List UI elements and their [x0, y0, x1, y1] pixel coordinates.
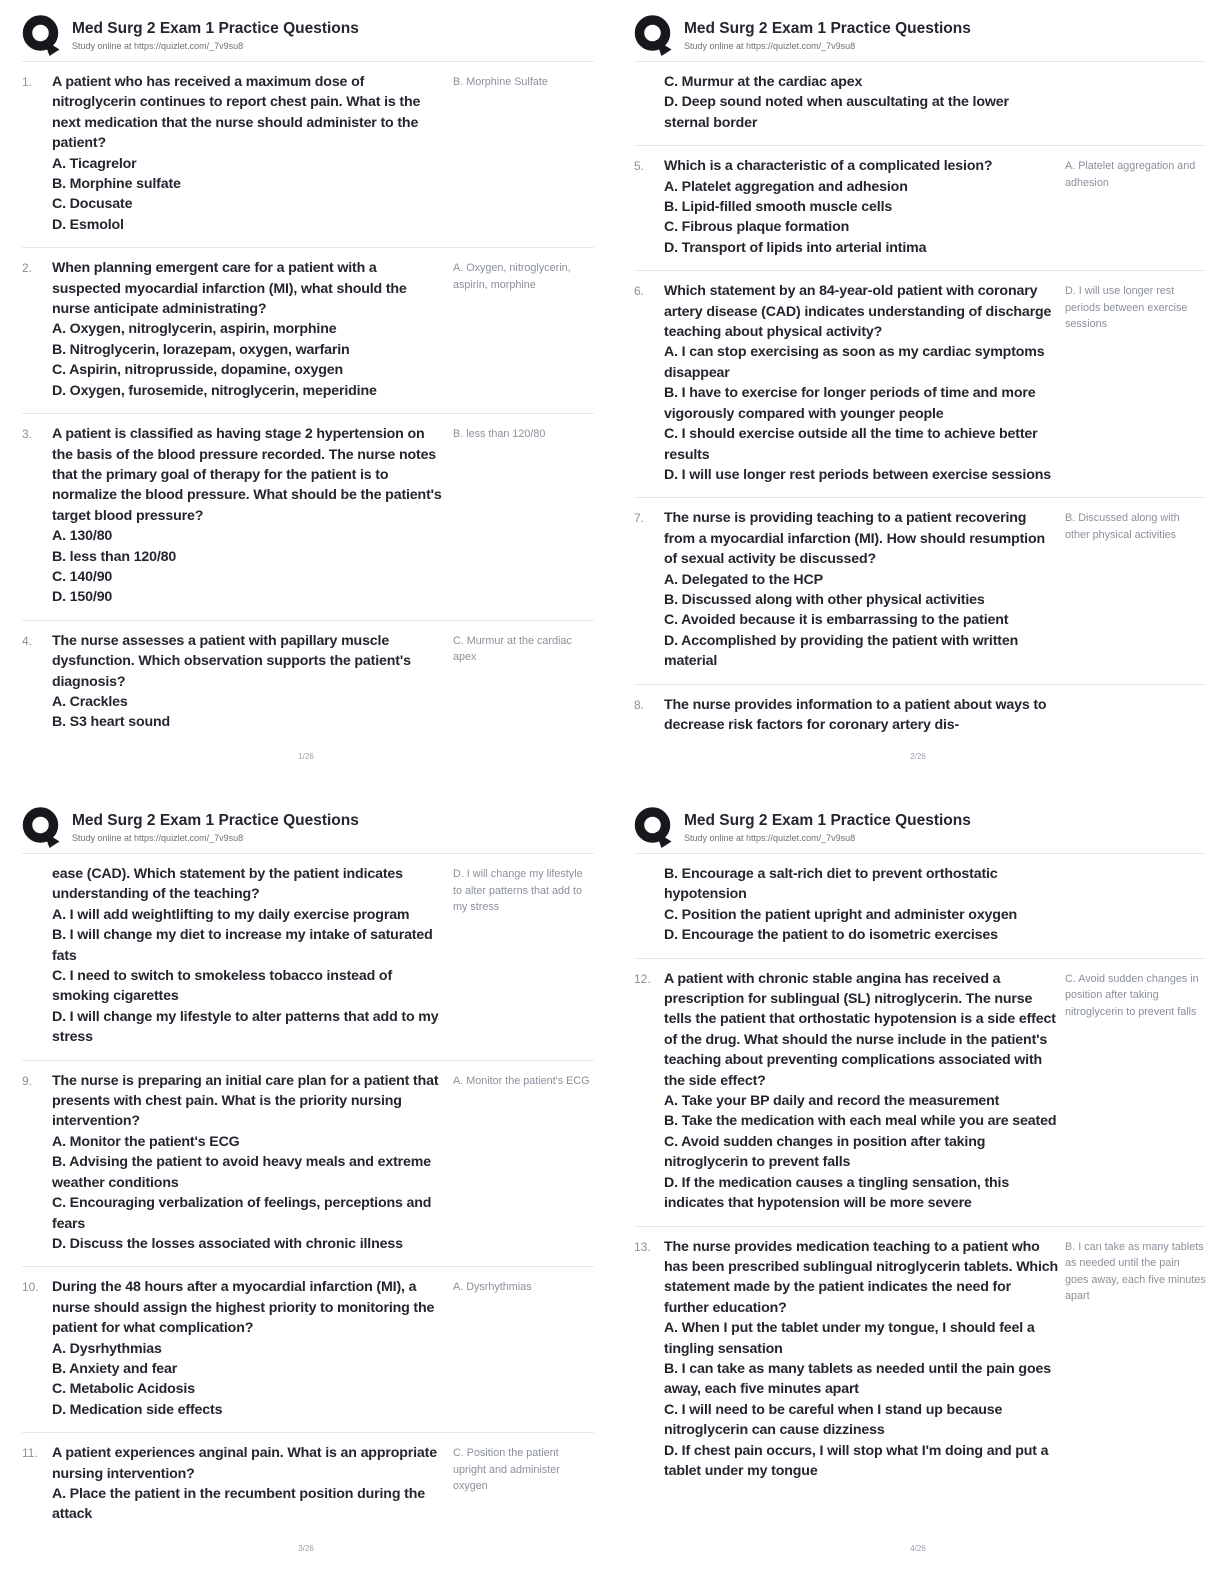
- question-block: [22, 413, 594, 620]
- quizlet-q-logo-icon: [634, 15, 675, 56]
- question-block: [22, 620, 594, 745]
- question-block: [634, 854, 1206, 958]
- margin-answer: A. Dysrhythmias: [453, 1281, 532, 1294]
- header-text: [72, 15, 359, 52]
- answer-option-text: A. I can stop exercising as soon as my cardiac symptoms disappear: [664, 344, 1045, 381]
- answer-option-text: C. Position the patient upright and administer oxygen: [664, 906, 1018, 923]
- answer-option-text: A. Monitor the patient's ECG: [52, 1133, 240, 1150]
- question-number: [22, 864, 52, 1048]
- quizlet-q-logo-icon: [634, 807, 675, 848]
- question-text: The nurse assesses a patient with papillary muscle dysfunction. Which observation supports the patient's diagnosis?: [52, 632, 411, 690]
- margin-answer: [1058, 864, 1206, 946]
- answer-option-text: D. Medication side effects: [52, 1401, 223, 1418]
- answer-option-text: A. Oxygen, nitroglycerin, aspirin, morphine: [52, 321, 337, 338]
- page-number: 3/26: [298, 1544, 314, 1553]
- margin-answer: B. less than 120/80: [453, 428, 546, 441]
- margin-answer: B. I can take as many tablets as needed until the pain goes away, each five minutes apart: [1065, 1240, 1206, 1302]
- page-number: 4/26: [910, 1544, 926, 1553]
- page: [0, 0, 612, 792]
- header-text: [72, 807, 359, 844]
- answer-option-text: A. Dysrhythmias: [52, 1340, 162, 1357]
- question-text: During the 48 hours after a myocardial infarction (MI), a nurse should assign the highest priority to monitoring the patient for what complication?: [52, 1279, 435, 1337]
- margin-answer: A. Oxygen, nitroglycerin, aspirin, morphine: [453, 262, 571, 291]
- answer-option-text: B. Nitroglycerin, lorazepam, oxygen, warfarin: [52, 341, 350, 358]
- answer-option-text: C. Murmur at the cardiac apex: [664, 74, 863, 90]
- answer-option-text: C. 140/90: [52, 568, 113, 585]
- question-number: 2.: [22, 261, 33, 276]
- answer-option-text: C. Aspirin, nitroprusside, dopamine, oxygen: [52, 362, 344, 379]
- question-block: [22, 62, 594, 247]
- question-list: [634, 854, 1206, 1493]
- question-body: [664, 1237, 1058, 1482]
- answer-option-text: A. Take your BP daily and record the measurement: [664, 1093, 1000, 1110]
- answer-option-text: A. Delegated to the HCP: [664, 571, 823, 588]
- answer-option-text: B. Advising the patient to avoid heavy meals and extreme weather conditions: [52, 1154, 431, 1191]
- answer-option-text: C. Docusate: [52, 196, 133, 213]
- page: [0, 792, 612, 1584]
- question-list: [22, 62, 594, 745]
- question-number: 7.: [634, 511, 645, 526]
- question-block: [634, 62, 1206, 145]
- answer-option-text: D. If chest pain occurs, I will stop what I'm doing and put a tablet under my tongue: [664, 1442, 1049, 1479]
- question-text: The nurse provides medication teaching to a patient who has been prescribed sublingual nitroglycerin tablets. Which statement made by the patient indicates the need for further education?: [664, 1238, 1058, 1316]
- question-number: 1.: [22, 75, 33, 89]
- question-body: [664, 72, 1058, 133]
- page-header: [22, 15, 594, 62]
- question-block: [22, 247, 594, 413]
- answer-option-text: A. Crackles: [52, 693, 128, 710]
- question-body: [52, 1071, 446, 1255]
- answer-option-text: A. When I put the tablet under my tongue, I should feel a tingling sensation: [664, 1320, 1035, 1357]
- question-block: [22, 1060, 594, 1267]
- question-number: 6.: [634, 284, 645, 299]
- question-text: Which statement by an 84-year-old patient with coronary artery disease (CAD) indicates understanding of discharge teaching about physical activity?: [664, 283, 1052, 341]
- quizlet-q-logo-icon: [22, 15, 63, 56]
- question-block: [634, 684, 1206, 748]
- answer-option-text: ease (CAD). Which statement by the patient indicates understanding of the teaching?: [52, 866, 403, 903]
- answer-option-text: A. Place the patient in the recumbent position during the attack: [52, 1485, 425, 1523]
- answer-option-text: D. Oxygen, furosemide, nitroglycerin, meperidine: [52, 382, 377, 399]
- answer-option-text: C. Metabolic Acidosis: [52, 1381, 195, 1398]
- page-title: Med Surg 2 Exam 1 Practice Questions: [684, 20, 971, 37]
- margin-answer: B. Discussed along with other physical activities: [1065, 512, 1180, 541]
- question-block: [22, 1266, 594, 1432]
- question-body: [52, 1277, 446, 1420]
- answer-option-text: C. I will need to be careful when I stand up because nitroglycerin can cause dizziness: [664, 1401, 1003, 1439]
- question-text: Which is a characteristic of a complicated lesion?: [664, 158, 993, 175]
- question-number: 9.: [22, 1073, 33, 1088]
- question-body: [664, 695, 1058, 736]
- answer-option-text: B. I will change my diet to increase my intake of saturated fats: [52, 927, 433, 964]
- study-online-link[interactable]: Study online at https://quizlet.com/_7v9su8: [72, 833, 244, 843]
- answer-option-text: D. I will change my lifestyle to alter patterns that add to my stress: [52, 1008, 439, 1046]
- question-block: [634, 958, 1206, 1226]
- answer-option-text: B. Anxiety and fear: [52, 1360, 178, 1377]
- answer-option-text: C. Avoid sudden changes in position after taking nitroglycerin to prevent falls: [664, 1133, 986, 1171]
- header-text: [684, 15, 971, 52]
- question-body: [52, 864, 446, 1048]
- answer-option-text: D. I will use longer rest periods between exercise sessions: [664, 466, 1051, 483]
- question-body: [52, 258, 446, 401]
- answer-option-text: B. Encourage a salt-rich diet to prevent orthostatic hypotension: [664, 866, 998, 903]
- question-body: [52, 72, 446, 235]
- answer-option-text: D. Esmolol: [52, 216, 124, 233]
- answer-option-text: C. Encouraging verbalization of feelings, perceptions and fears: [52, 1195, 432, 1232]
- question-list: [22, 854, 594, 1537]
- answer-option-text: D. If the medication causes a tingling sensation, this indicates that hypotension will be more severe: [664, 1174, 1010, 1212]
- question-body: [52, 1443, 446, 1525]
- margin-answer: [1058, 72, 1206, 133]
- question-body: [52, 631, 446, 733]
- question-block: [22, 854, 594, 1060]
- question-number: 12.: [634, 971, 651, 986]
- question-number: 8.: [634, 697, 645, 712]
- answer-option-text: B. Morphine sulfate: [52, 176, 181, 193]
- margin-answer: D. I will use longer rest periods between exercise sessions: [1065, 285, 1188, 331]
- page: [612, 0, 1224, 792]
- question-body: [664, 156, 1058, 258]
- page-title: Med Surg 2 Exam 1 Practice Questions: [684, 812, 971, 829]
- question-text: The nurse is providing teaching to a patient recovering from a myocardial infarction (MI). How should resumption of sexual activity be discussed?: [664, 510, 1046, 568]
- question-body: [664, 864, 1058, 946]
- question-number: 13.: [634, 1239, 651, 1254]
- page-header: [634, 15, 1206, 62]
- question-text: A patient is classified as having stage 2 hypertension on the basis of the blood pressure recorded. The nurse notes that the primary goal of therapy for the patient is to normalize the blood pressure. What should be the patient's target blood pressure?: [52, 426, 442, 524]
- margin-answer: C. Murmur at the cardiac apex: [453, 634, 572, 664]
- question-body: [664, 281, 1058, 485]
- page-header: [22, 807, 594, 854]
- margin-answer: A. Platelet aggregation and adhesion: [1065, 160, 1196, 189]
- margin-answer: D. I will change my lifestyle to alter patterns that add to my stress: [453, 868, 583, 913]
- question-block: [634, 1226, 1206, 1494]
- answer-option-text: D. Encourage the patient to do isometric exercises: [664, 927, 998, 944]
- answer-option-text: A. Ticagrelor: [52, 155, 137, 172]
- margin-answer: A. Monitor the patient's ECG: [453, 1074, 590, 1087]
- question-text: The nurse provides information to a patient about ways to decrease risk factors for coronary artery dis-: [664, 696, 1047, 733]
- answer-option-text: C. Fibrous plaque formation: [664, 219, 850, 236]
- page-number: 2/26: [910, 752, 926, 761]
- answer-option-text: C. I should exercise outside all the time to achieve better results: [664, 426, 1038, 463]
- margin-answer: [1058, 695, 1206, 736]
- question-number: [634, 864, 664, 946]
- question-number: 3.: [22, 427, 33, 442]
- answer-option-text: D. Deep sound noted when auscultating at the lower sternal border: [664, 94, 1009, 131]
- question-number: 5.: [634, 159, 645, 174]
- question-text: A patient experiences anginal pain. What is an appropriate nursing intervention?: [52, 1445, 437, 1482]
- page: [612, 792, 1224, 1584]
- page-title: Med Surg 2 Exam 1 Practice Questions: [72, 20, 359, 37]
- question-number: 4.: [22, 633, 33, 648]
- question-block: [634, 270, 1206, 497]
- study-online-link[interactable]: Study online at https://quizlet.com/_7v9su8: [684, 41, 856, 51]
- question-number: 10.: [22, 1280, 39, 1295]
- answer-option-text: D. Discuss the losses associated with chronic illness: [52, 1235, 403, 1252]
- answer-option-text: B. I can take as many tablets as needed until the pain goes away, each five minutes apart: [664, 1360, 1051, 1398]
- answer-option-text: A. Platelet aggregation and adhesion: [664, 178, 908, 195]
- quizlet-q-logo-icon: [22, 807, 63, 848]
- answer-option-text: A. 130/80: [52, 528, 113, 545]
- answer-option-text: C. I need to switch to smokeless tobacco instead of smoking cigarettes: [52, 968, 393, 1005]
- question-text: When planning emergent care for a patient with a suspected myocardial infarction (MI), what should the nurse anticipate administrating?: [52, 260, 407, 318]
- answer-option-text: B. less than 120/80: [52, 548, 177, 565]
- answer-option-text: B. Lipid-filled smooth muscle cells: [664, 199, 893, 216]
- question-block: [22, 1432, 594, 1537]
- study-online-link[interactable]: Study online at https://quizlet.com/_7v9su8: [72, 41, 244, 51]
- margin-answer: C. Avoid sudden changes in position after taking nitroglycerin to prevent falls: [1065, 972, 1199, 1018]
- question-number: 11.: [22, 1446, 38, 1461]
- margin-answer: C. Position the patient upright and administer oxygen: [453, 1447, 560, 1493]
- question-number: [634, 72, 664, 133]
- question-body: [664, 969, 1058, 1214]
- answer-option-text: D. 150/90: [52, 589, 113, 606]
- question-body: [52, 424, 446, 608]
- answer-option-text: D. Transport of lipids into arterial intima: [664, 239, 927, 256]
- answer-option-text: B. Take the medication with each meal while you are seated: [664, 1113, 1057, 1130]
- page-title: Med Surg 2 Exam 1 Practice Questions: [72, 812, 359, 829]
- answer-option-text: A. I will add weightlifting to my daily exercise program: [52, 906, 410, 923]
- question-text: The nurse is preparing an initial care plan for a patient that presents with chest pain. What is the priority nursing intervention?: [52, 1072, 439, 1130]
- answer-option-text: B. S3 heart sound: [52, 714, 171, 731]
- page-number: 1/26: [298, 752, 314, 761]
- answer-option-text: D. Accomplished by providing the patient with written material: [664, 632, 1019, 670]
- margin-answer: B. Morphine Sulfate: [453, 76, 548, 88]
- study-online-link[interactable]: Study online at https://quizlet.com/_7v9su8: [684, 833, 856, 843]
- answer-option-text: B. I have to exercise for longer periods of time and more vigorously compared with younger people: [664, 385, 1036, 422]
- question-text: A patient with chronic stable angina has received a prescription for sublingual (SL) nitroglycerin. The nurse tells the patient that orthostatic hypotension is a side effect of the drug. What should the nurse include in the patient's teaching about preventing complications associated with the side effect?: [664, 970, 1056, 1089]
- answer-option-text: C. Avoided because it is embarrassing to the patient: [664, 612, 1009, 629]
- question-text: A patient who has received a maximum dose of nitroglycerin continues to report chest pain. What is the next medication that the nurse should administer to the patient?: [52, 74, 421, 152]
- question-block: [634, 145, 1206, 270]
- answer-option-text: B. Discussed along with other physical activities: [664, 591, 985, 608]
- question-block: [634, 497, 1206, 683]
- question-list: [634, 62, 1206, 747]
- page-header: [634, 807, 1206, 854]
- header-text: [684, 807, 971, 844]
- question-body: [664, 508, 1058, 671]
